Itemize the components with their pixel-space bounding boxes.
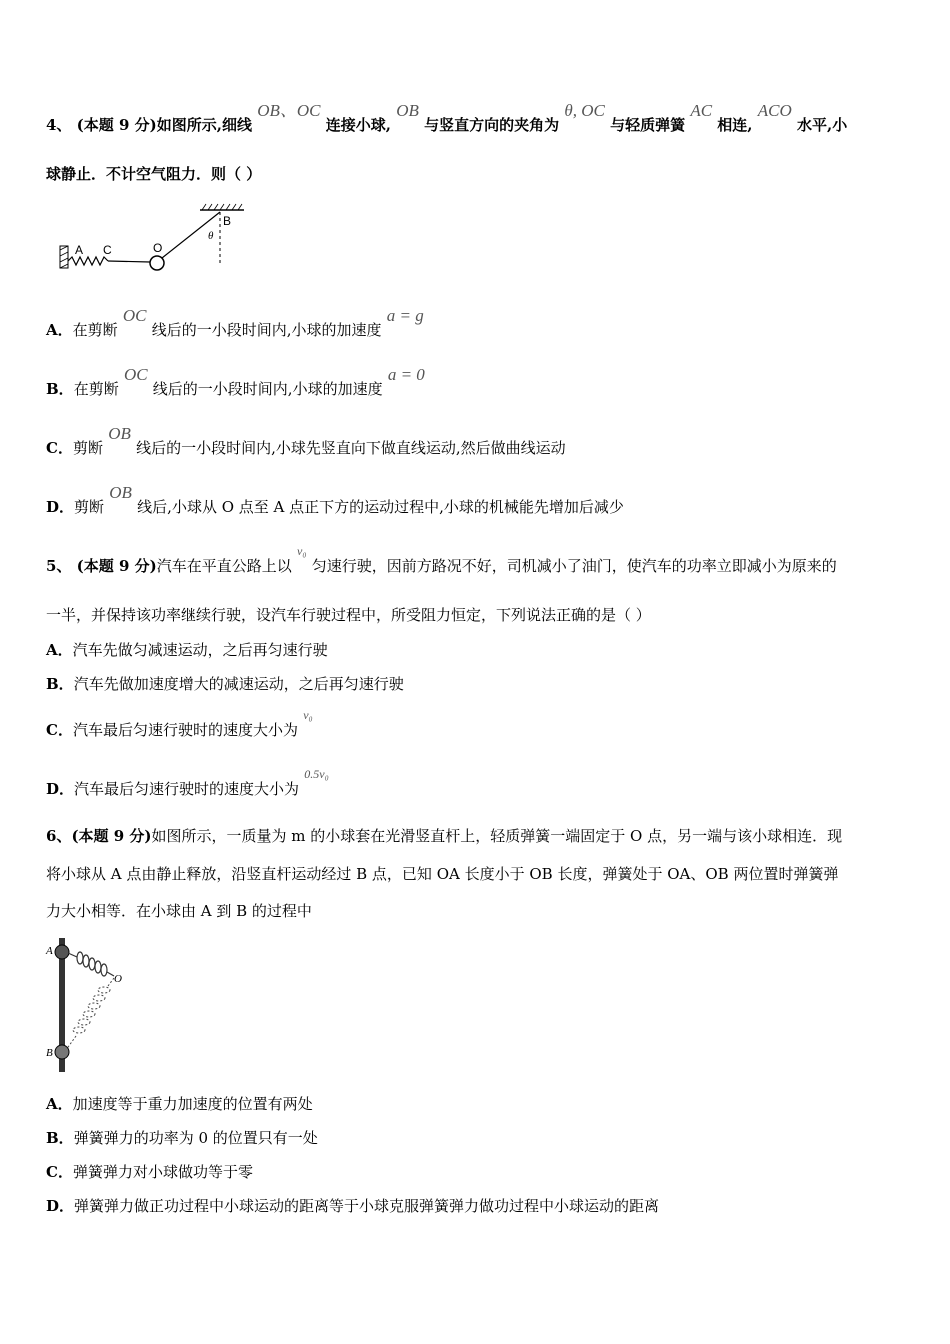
q4-number: 4、 [46, 116, 72, 134]
q4-math-theta-oc: θ, OC [564, 101, 605, 120]
option-text: 线后,小球从 O 点至 A 点正下方的运动过程中,小球的机械能先增加后减少 [137, 498, 624, 516]
q5-tag: (本题 9 分) [76, 557, 157, 575]
q6-stem-line2 [46, 864, 838, 884]
q4-label-theta: θ [208, 230, 214, 242]
q4-label-c: C [103, 243, 112, 257]
q5-text: 匀速行驶，因前方路况不好，司机减小了油门，使汽车的功率立即减小为原来的 [311, 557, 837, 575]
q4-option-c [46, 424, 566, 458]
q6-stem-line3 [46, 901, 312, 921]
q4-label-a: A [75, 243, 84, 257]
option-text: 汽车最后匀速行驶时的速度大小为 [72, 721, 298, 739]
option-math: OC [123, 365, 148, 384]
q6-tag: (本题 9 分) [71, 827, 152, 845]
option-label: B． [46, 1129, 74, 1147]
option-label: A． [46, 641, 73, 659]
option-text: 加速度等于重力加速度的位置有两处 [72, 1095, 313, 1113]
option-text: 线后的一小段时间内,小球的加速度 [152, 380, 383, 398]
q4-ball [150, 256, 164, 270]
q5-math-v0: v₀ [297, 544, 307, 558]
option-label: B． [46, 675, 74, 693]
q4-string-oc [108, 261, 150, 262]
q6-number: 6、 [46, 827, 72, 845]
option-math: a = 0 [387, 365, 425, 384]
q4-spring [68, 257, 108, 265]
q5-option-a [46, 640, 328, 660]
q5-number: 5、 [46, 557, 72, 575]
q6-option-b [46, 1128, 318, 1148]
option-label: A． [46, 1095, 73, 1113]
option-label: C． [46, 439, 73, 457]
q6-spring-oa [68, 952, 114, 976]
q6-text: 力大小相等．在小球由 A 到 B 的过程中 [46, 902, 312, 920]
q5-stem-line1 [46, 544, 837, 577]
option-label: B． [46, 380, 74, 398]
q5-stem-line2 [46, 605, 651, 625]
option-text: 剪断 [74, 498, 105, 516]
q4-math-aco: ACO [757, 101, 792, 120]
option-text: 线后的一小段时间内,小球的加速度 [151, 321, 382, 339]
option-math: v₀ [303, 708, 313, 722]
q6-text: 如图所示，一质量为 m 的小球套在光滑竖直杆上，轻质弹簧一端固定于 O 点，另一端与该小球相连．现 [151, 827, 843, 845]
option-label: C． [46, 1163, 73, 1181]
q4-math-ob: OB [396, 101, 419, 120]
q6-option-d [46, 1196, 659, 1216]
option-text: 弹簧弹力的功率为 0 的位置只有一处 [73, 1129, 318, 1147]
option-math: OC [122, 306, 147, 325]
q4-text: 如图所示,细线 [156, 116, 252, 134]
q4-math-ob-oc: OB、OC [257, 101, 321, 120]
option-label: D． [46, 1197, 75, 1215]
q4-label-o: O [153, 241, 163, 255]
option-text: 剪断 [72, 439, 103, 457]
option-text: 汽车先做加速度增大的减速运动，之后再匀速行驶 [73, 675, 404, 693]
q6-label-a: A [46, 945, 53, 957]
q6-ball-b [55, 1045, 69, 1059]
q6-option-a [46, 1094, 313, 1114]
q5-option-b [46, 674, 404, 694]
q4-ceiling-hatching [202, 204, 242, 210]
option-text: 弹簧弹力对小球做功等于零 [72, 1163, 253, 1181]
option-math: OB [108, 424, 131, 443]
q5-text: 一半，并保持该功率继续行驶，设汽车行驶过程中，所受阻力恒定，下列说法正确的是（ ） [46, 606, 651, 624]
q4-option-a [46, 306, 424, 340]
q6-spring-ob [66, 978, 114, 1050]
q6-label-b: B [46, 1047, 53, 1059]
q5-option-d [46, 767, 329, 800]
option-text: 汽车先做匀减速运动，之后再匀速行驶 [72, 641, 328, 659]
q6-figure [44, 932, 144, 1076]
option-label: D． [46, 498, 75, 516]
q4-figure [58, 198, 288, 276]
option-label: D． [46, 780, 75, 798]
q5-text: 汽车在平直公路上以 [156, 557, 292, 575]
option-math: 0.5v₀ [304, 767, 329, 781]
q6-label-o: O [114, 973, 122, 985]
q4-stem-line1 [46, 101, 848, 135]
q5-option-c [46, 708, 313, 741]
option-text: 弹簧弹力做正功过程中小球运动的距离等于小球克服弹簧弹力做功过程中小球运动的距离 [74, 1197, 660, 1215]
option-label: C． [46, 721, 73, 739]
q4-text: 与竖直方向的夹角为 [424, 116, 560, 134]
q4-option-d [46, 483, 624, 517]
q4-text: 水平,小 [796, 116, 848, 134]
q4-label-b: B [223, 214, 232, 228]
q4-wall-hatching [60, 246, 68, 268]
option-math: OB [109, 483, 132, 502]
q4-stem-line2: 球静止．不计空气阻力．则（ ） [46, 165, 262, 183]
q4-option-b [46, 365, 425, 399]
option-label: A． [46, 321, 73, 339]
q6-ball-a [55, 945, 69, 959]
q6-stem-line1 [46, 826, 842, 846]
q4-math-ac: AC [690, 101, 713, 120]
q4-tag: (本题 9 分) [76, 116, 157, 134]
q6-text: 将小球从 A 点由静止释放，沿竖直杆运动经过 B 点，已知 OA 长度小于 OB 长度，弹簧处于 OA、OB 两位置时弹簧弹 [46, 865, 839, 883]
q4-text: 相连, [717, 116, 753, 134]
option-text: 线后的一小段时间内,小球先竖直向下做直线运动,然后做曲线运动 [136, 439, 566, 457]
q4-text: 连接小球, [325, 116, 391, 134]
option-text: 在剪断 [73, 380, 119, 398]
option-text: 在剪断 [72, 321, 118, 339]
q6-option-c [46, 1162, 253, 1182]
option-text: 汽车最后匀速行驶时的速度大小为 [74, 780, 300, 798]
q4-text: 与轻质弹簧 [610, 116, 686, 134]
option-math: a = g [386, 306, 424, 325]
